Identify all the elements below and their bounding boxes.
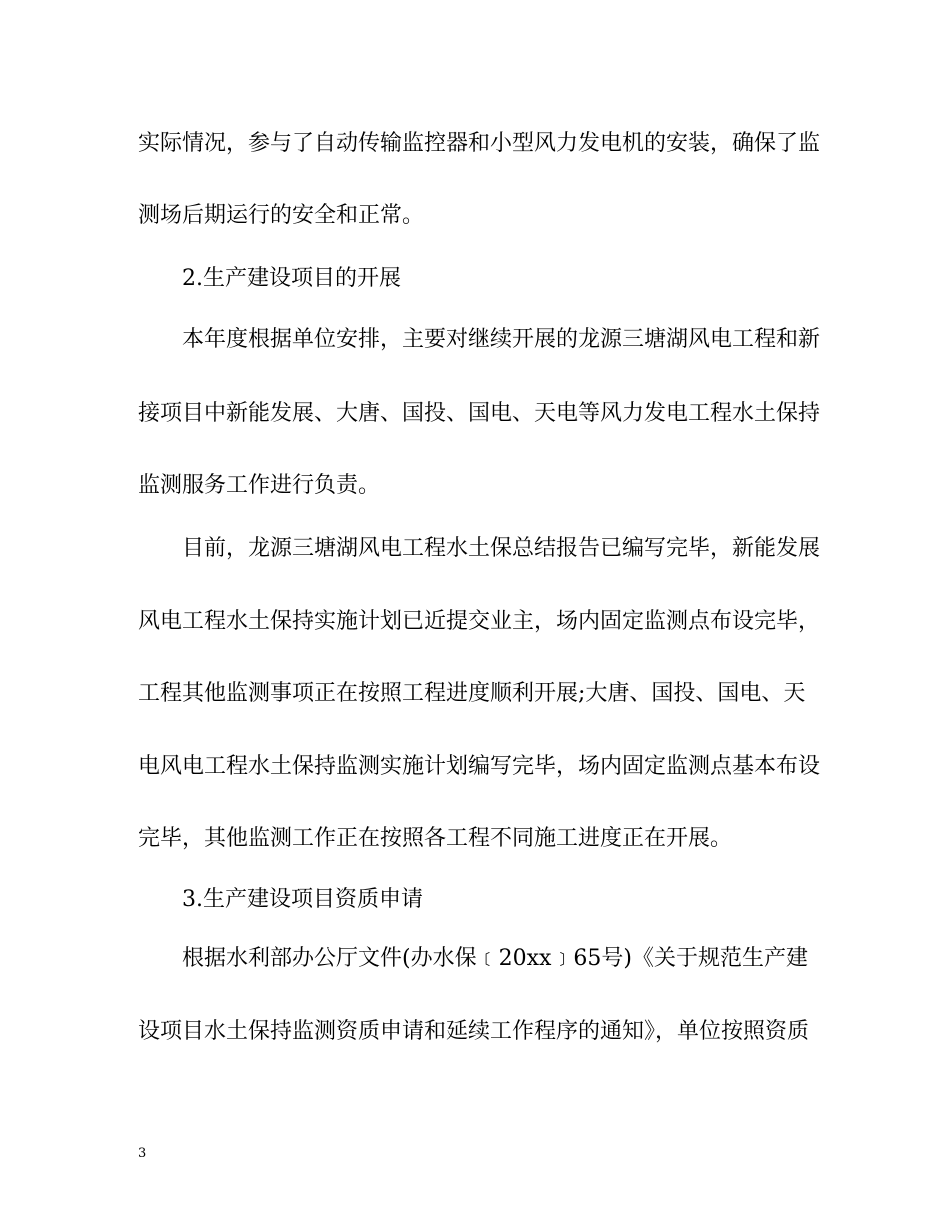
- text-line-6: 监测服务工作进行负责。: [138, 473, 381, 498]
- text-line-1: 实际情况，参与了自动传输监控器和小型风力发电机的安装，确保了监: [138, 131, 821, 156]
- section-heading-2: 2.生产建设项目的开展: [182, 266, 401, 291]
- text-line-8: 风电工程水土保持实施计划已近提交业主，场内固定监测点布设完毕，: [138, 609, 821, 634]
- text-line-2: 测场后期运行的安全和正常。: [138, 203, 425, 228]
- text-line-7: 目前，龙源三塘湖风电工程水土保总结报告已编写完毕，新能发展: [182, 536, 821, 561]
- text-line-10: 电风电工程水土保持监测实施计划编写完毕，场内固定监测点基本布设: [138, 754, 821, 779]
- text-line-4: 本年度根据单位安排，主要对继续开展的龙源三塘湖风电工程和新: [182, 327, 821, 352]
- text-line-9: 工程其他监测事项正在按照工程进度顺利开展;大唐、国投、国电、天: [138, 681, 806, 706]
- text-line-11: 完毕，其他监测工作正在按照各工程不同施工进度正在开展。: [138, 826, 733, 851]
- text-line-13: 根据水利部办公厅文件(办水保﹝20xx﹞65号)《关于规范生产建: [182, 946, 808, 971]
- text-line-14: 设项目水土保持监测资质申请和延续工作程序的通知》，单位按照资质: [138, 1019, 810, 1044]
- page-number: 3: [138, 1146, 147, 1161]
- text-line-5: 接项目中新能发展、大唐、国投、国电、天电等风力发电工程水土保持: [138, 401, 821, 426]
- section-heading-3: 3.生产建设项目资质申请: [182, 887, 423, 912]
